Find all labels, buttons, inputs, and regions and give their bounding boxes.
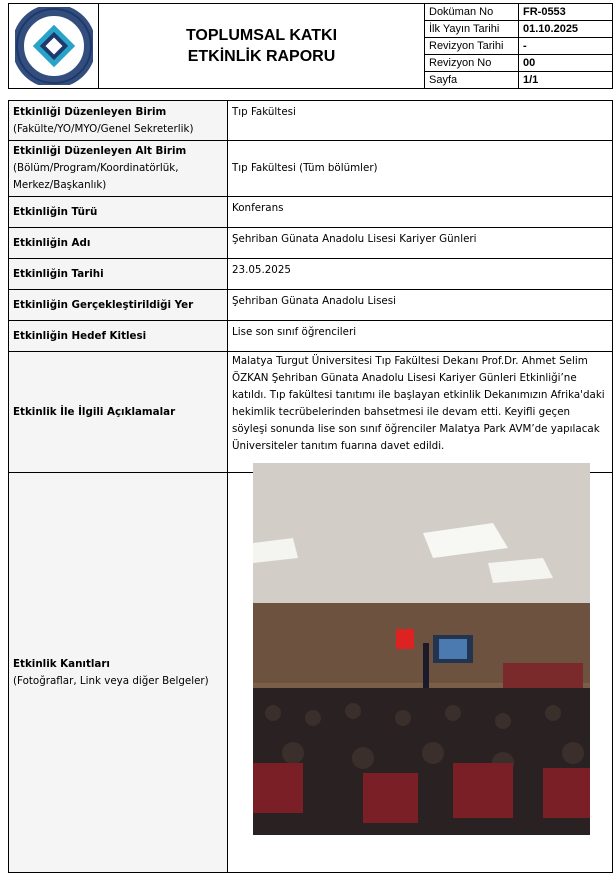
- document-header: [8, 3, 613, 89]
- table-row: [9, 259, 613, 290]
- row-label: Etkinliğin Türü: [13, 205, 98, 218]
- event-photo: [253, 463, 590, 835]
- table-row: [9, 352, 613, 473]
- row-label: Etkinliğin Adı: [13, 236, 91, 249]
- table-row: [9, 141, 613, 197]
- row-value: Tıp Fakültesi (Tüm bölümler): [228, 141, 613, 197]
- row-label: Etkinliği Düzenleyen Birim: [13, 105, 167, 118]
- table-row: [9, 101, 613, 141]
- row-value: Şehriban Günata Anadolu Lisesi: [228, 290, 613, 321]
- meta-row: Sayfa 1/1: [425, 72, 612, 88]
- title-line-2: ETKİNLİK RAPORU: [187, 48, 336, 65]
- university-logo: [9, 4, 99, 88]
- row-label: Etkinliğin Hedef Kitlesi: [13, 329, 147, 342]
- table-row: [9, 197, 613, 228]
- row-value: Malatya Turgut Üniversitesi Tıp Fakültesi Dekanı Prof.Dr. Ahmet Selim ÖZKAN Şehriban Günata Anadolu Lisesi Kariyer Günleri Etkinliği’ne katıldı. Tıp fakültesi tanıtımı ile başlayan etkinlik Dekanımızın Afrika'daki hekimlik tecrübelerinden bahsetmesi ile devam etti. Keyifli geçen söyleşi sonunda lise son sınıf öğrenciler Malatya Park AVM’de yapılacak Üniversiteler tanıtım fuarına davet edildi.: [228, 352, 613, 473]
- table-row: [9, 290, 613, 321]
- document-meta-table: [425, 4, 612, 88]
- meta-row: Revizyon Tarihi -: [425, 38, 612, 55]
- row-sublabel: (Bölüm/Program/Koordinatörlük, Merkez/Başkanlık): [13, 162, 179, 191]
- row-value: Şehriban Günata Anadolu Lisesi Kariyer Günleri: [228, 228, 613, 259]
- row-sublabel: (Fakülte/YO/MYO/Genel Sekreterlik): [13, 122, 194, 135]
- table-row: [9, 321, 613, 352]
- row-value: 23.05.2025: [228, 259, 613, 290]
- table-row: [9, 228, 613, 259]
- title-line-1: TOPLUMSAL KATKI: [185, 27, 338, 44]
- row-value: Konferans: [228, 197, 613, 228]
- row-sublabel: (Fotoğraflar, Link veya diğer Belgeler): [13, 674, 209, 687]
- row-label: Etkinlik İle İlgili Açıklamalar: [13, 405, 176, 418]
- row-label: Etkinliği Düzenleyen Alt Birim: [13, 145, 187, 157]
- meta-row: İlk Yayın Tarihi 01.10.2025: [425, 21, 612, 38]
- row-label: Etkinliğin Tarihi: [13, 267, 104, 280]
- row-value: Lise son sınıf öğrencileri: [228, 321, 613, 352]
- report-title: [99, 4, 425, 88]
- row-label: Etkinliğin Gerçekleştirildiği Yer: [13, 298, 194, 311]
- row-value: Tıp Fakültesi: [228, 101, 613, 141]
- row-label: Etkinlik Kanıtları: [13, 657, 110, 670]
- meta-row: Revizyon No 00: [425, 55, 612, 72]
- meta-row: Doküman No FR-0553: [425, 4, 612, 21]
